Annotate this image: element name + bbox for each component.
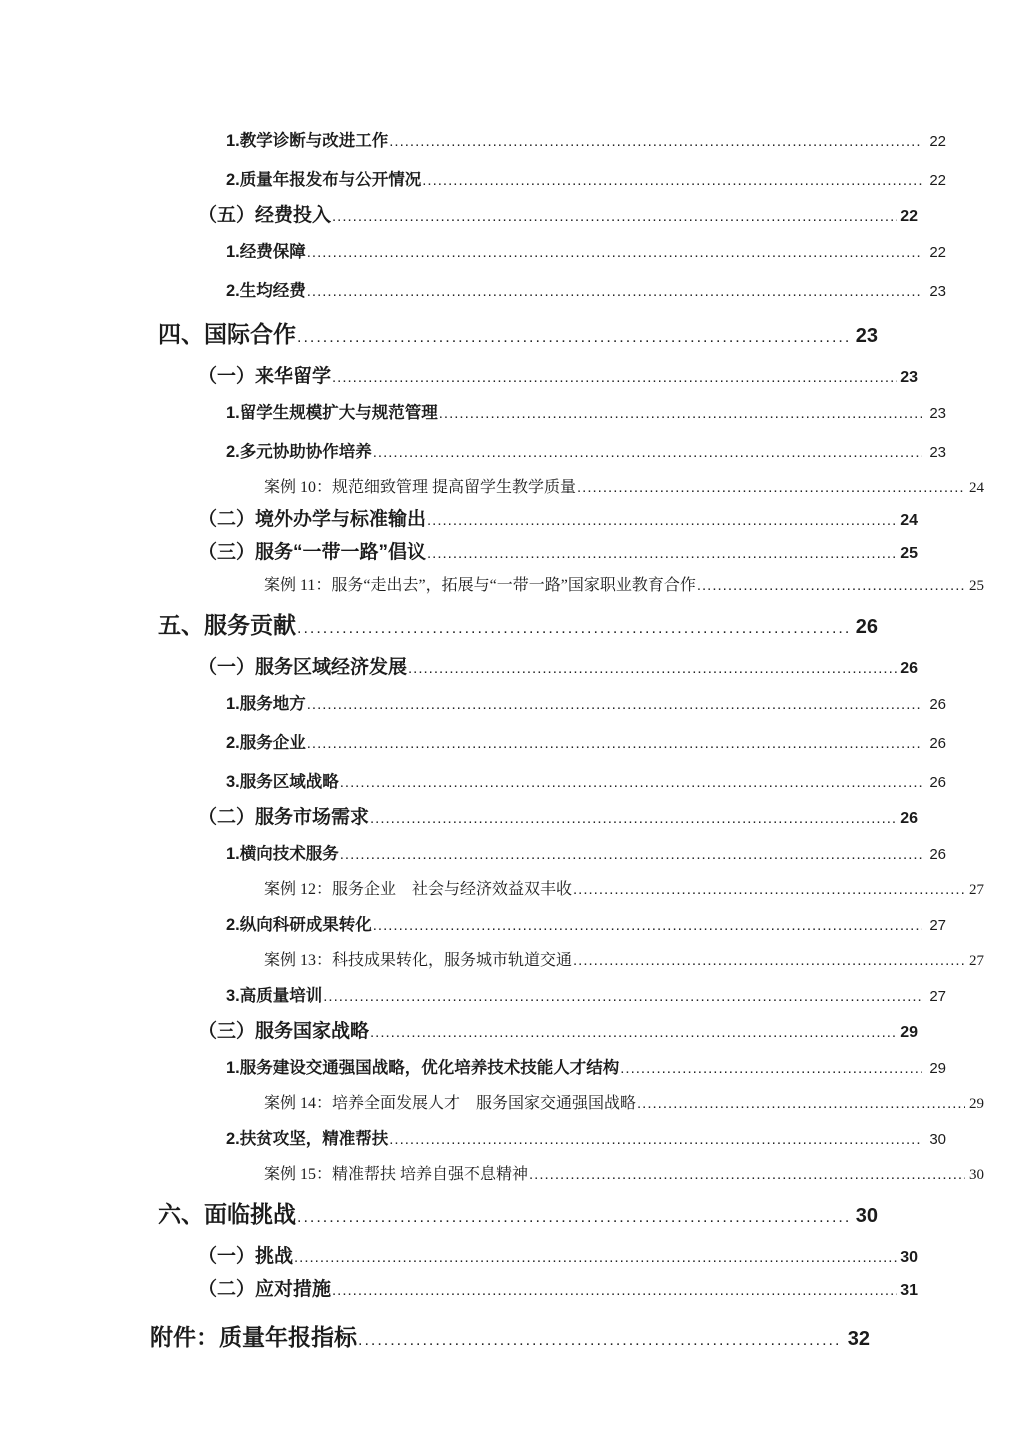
toc-entry-page-number: 26: [929, 696, 946, 713]
toc-entry-page-number: 27: [969, 882, 984, 898]
toc-entry-title: （二）服务市场需求: [198, 807, 370, 828]
dot-leader: [427, 505, 897, 537]
toc-entry-sub[interactable]: [150, 272, 946, 311]
toc-entry-title: （二）境外办学与标准输出: [198, 509, 427, 530]
toc-entry-chapter[interactable]: [150, 602, 878, 652]
toc-entry-page-number: 25: [900, 545, 918, 562]
toc-entry-title: （五）经费投入: [198, 205, 332, 226]
toc-entry-case[interactable]: [150, 570, 984, 602]
toc-entry-page-number: 22: [900, 208, 918, 225]
dot-leader: [637, 1088, 965, 1120]
dot-leader: [307, 273, 923, 311]
toc-entry-title: 2.多元协助协作培养: [226, 443, 372, 461]
toc-entry-title: 1.服务地方: [226, 695, 306, 713]
toc-entry-sub[interactable]: [150, 122, 946, 161]
toc-entry-title: （一）来华留学: [198, 366, 332, 387]
toc-entry-page-number: 23: [855, 325, 878, 347]
toc-entry-sub[interactable]: [150, 1120, 946, 1159]
toc-entry-sub[interactable]: [150, 1049, 946, 1088]
toc-entry-title: 案例 13：科技成果转化，服务城市轨道交通: [264, 952, 573, 969]
toc-entry-page-number: 29: [900, 1024, 918, 1041]
toc-entry-title: 1.留学生规模扩大与规范管理: [226, 404, 438, 422]
toc-entry-page-number: 23: [929, 405, 946, 422]
toc-entry-title: 案例 15：精准帮扶 培养自强不息精神: [264, 1166, 529, 1183]
toc-entry-sub[interactable]: [150, 763, 946, 802]
dot-leader: [307, 725, 923, 763]
dot-leader: [323, 978, 922, 1016]
dot-leader: [373, 434, 923, 472]
toc-entry-page-number: 30: [855, 1205, 878, 1227]
toc-entry-sub[interactable]: [150, 161, 946, 200]
dot-leader: [573, 874, 965, 906]
toc-entry-page-number: 26: [900, 660, 918, 677]
toc-entry-page-number: 24: [900, 512, 918, 529]
toc-entry-page-number: 26: [855, 616, 878, 638]
dot-leader: [297, 606, 848, 652]
toc-entry-title: 四、国际合作: [158, 321, 296, 347]
dot-leader: [427, 538, 897, 570]
toc-entry-page-number: 30: [969, 1167, 984, 1183]
toc-entry-title: 3.高质量培训: [226, 987, 323, 1005]
toc-entry-page-number: 26: [929, 846, 946, 863]
toc-entry-page-number: 27: [969, 953, 984, 969]
toc-entry-page-number: 25: [969, 578, 984, 594]
toc-entry-section[interactable]: [150, 504, 918, 537]
toc-entry-title: 1.经费保障: [226, 243, 306, 261]
toc-entry-page-number: 32: [847, 1328, 870, 1350]
toc-entry-title: 五、服务贡献: [158, 612, 296, 638]
toc-entry-title: （一）服务区域经济发展: [198, 657, 408, 678]
toc-entry-page-number: 23: [929, 444, 946, 461]
toc-entry-case[interactable]: [150, 1088, 984, 1120]
dot-leader: [297, 1195, 848, 1241]
toc-entry-page-number: 31: [900, 1282, 918, 1299]
dot-leader: [573, 945, 965, 977]
toc-entry-page-number: 26: [929, 774, 946, 791]
dot-leader: [307, 234, 923, 272]
toc-entry-case[interactable]: [150, 1159, 984, 1191]
toc-entry-page-number: 30: [929, 1131, 946, 1148]
dot-leader: [332, 201, 897, 233]
toc-entry-chapter[interactable]: [150, 311, 878, 361]
toc-entry-page-number: 26: [929, 735, 946, 752]
dot-leader: [408, 653, 897, 685]
toc-entry-title: 2.质量年报发布与公开情况: [226, 171, 422, 189]
toc-entry-section[interactable]: [150, 1016, 918, 1049]
dot-leader: [332, 1275, 897, 1307]
dot-leader: [370, 803, 897, 835]
dot-leader: [332, 362, 897, 394]
toc-entry-section[interactable]: [150, 537, 918, 570]
toc-entry-title: （二）应对措施: [198, 1279, 332, 1300]
toc-entry-page-number: 29: [969, 1096, 984, 1112]
toc-entry-page-number: 22: [929, 133, 946, 150]
toc-entry-section[interactable]: [150, 1241, 918, 1274]
toc-entry-title: 1.服务建设交通强国战略，优化培养技术技能人才结构: [226, 1059, 620, 1077]
toc-entry-title: 案例 10：规范细致管理 提高留学生教学质量: [264, 479, 577, 496]
toc-entry-section[interactable]: [150, 1274, 918, 1307]
toc-entry-chapter[interactable]: [150, 1191, 878, 1241]
toc-entry-sub[interactable]: [150, 724, 946, 763]
toc-entry-section[interactable]: [150, 361, 918, 394]
toc-entry-title: 案例 12：服务企业 社会与经济效益双丰收: [264, 881, 573, 898]
dot-leader: [389, 123, 922, 161]
dot-leader: [620, 1050, 922, 1088]
toc-entry-title: 2.纵向科研成果转化: [226, 916, 372, 934]
toc-entry-title: 1.横向技术服务: [226, 845, 339, 863]
dot-leader: [529, 1159, 965, 1191]
dot-leader: [577, 472, 965, 504]
toc-entry-title: （三）服务“一带一路”倡议: [198, 542, 427, 563]
dot-leader: [439, 395, 923, 433]
toc-entry-section[interactable]: [150, 802, 918, 835]
toc-entry-page-number: 22: [929, 172, 946, 189]
toc-entry-page-number: 24: [969, 480, 984, 496]
dot-leader: [340, 764, 923, 802]
toc-entry-title: 3.服务区域战略: [226, 773, 339, 791]
toc-entry-title: 1.教学诊断与改进工作: [226, 132, 389, 150]
toc-entry-page-number: 23: [929, 283, 946, 300]
toc-entry-title: 案例 11：服务“走出去”，拓展与“一带一路”国家职业教育合作: [264, 577, 696, 594]
dot-leader: [340, 836, 923, 874]
toc-entry-page-number: 30: [900, 1249, 918, 1266]
toc-entry-case[interactable]: [150, 874, 984, 906]
dot-leader: [370, 1017, 897, 1049]
toc-entry-section[interactable]: [150, 200, 918, 233]
toc-entry-page-number: 27: [929, 988, 946, 1005]
toc-entry-page-number: 23: [900, 369, 918, 386]
dot-leader: [307, 686, 923, 724]
toc-entry-sub[interactable]: [150, 394, 946, 433]
toc-entry-sub[interactable]: [150, 233, 946, 272]
dot-leader: [422, 162, 922, 200]
dot-leader: [697, 570, 965, 602]
toc-entry-sub[interactable]: [150, 685, 946, 724]
toc-entry-page-number: 26: [900, 810, 918, 827]
toc-entry-title: （三）服务国家战略: [198, 1021, 370, 1042]
toc-entry-case[interactable]: [150, 945, 984, 977]
toc-entry-title: 2.扶贫攻坚，精准帮扶: [226, 1130, 389, 1148]
toc-entry-page-number: 29: [929, 1060, 946, 1077]
dot-leader: [294, 1242, 897, 1274]
toc-entry-sub[interactable]: [150, 433, 946, 472]
toc-entry-sub[interactable]: [150, 977, 946, 1016]
toc-entry-title: 案例 14：培养全面发展人才 服务国家交通强国战略: [264, 1095, 637, 1112]
dot-leader: [297, 315, 848, 361]
toc-entry-page-number: 22: [929, 244, 946, 261]
toc-entry-case[interactable]: [150, 472, 984, 504]
toc-entry-section[interactable]: [150, 652, 918, 685]
dot-leader: [358, 1317, 841, 1365]
table-of-contents: [150, 0, 984, 1365]
toc-entry-title: （一）挑战: [198, 1246, 294, 1267]
toc-entry-title: 2.服务企业: [226, 734, 306, 752]
toc-entry-title: 2.生均经费: [226, 282, 306, 300]
toc-entry-appendix[interactable]: [150, 1313, 870, 1365]
toc-entry-page-number: 27: [929, 917, 946, 934]
toc-entry-sub[interactable]: [150, 835, 946, 874]
toc-entry-sub[interactable]: [150, 906, 946, 945]
dot-leader: [389, 1121, 922, 1159]
dot-leader: [373, 907, 923, 945]
toc-entry-title: 六、面临挑战: [158, 1201, 296, 1227]
toc-entry-title: 附件：质量年报指标: [150, 1324, 357, 1350]
